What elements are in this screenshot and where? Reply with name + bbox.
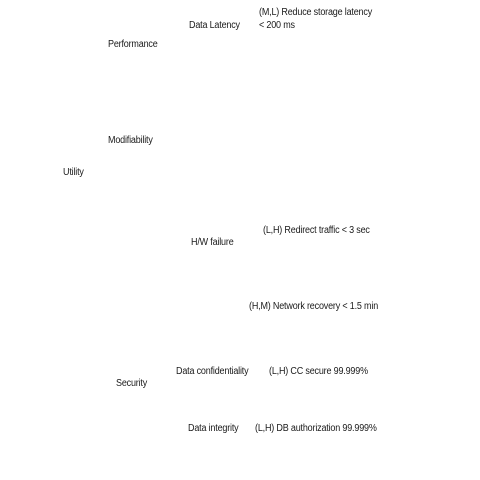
refinement-data-latency: Data Latency [189, 20, 240, 31]
scenario-reduce-storage-latency: (M,L) Reduce storage latency < 200 ms [259, 7, 373, 31]
attribute-security: Security [116, 378, 148, 389]
scenario-network-recovery: (H,M) Network recovery < 1.5 min [249, 301, 379, 312]
root-utility: Utility [63, 167, 84, 178]
attribute-modifiability: Modifiability [108, 135, 153, 146]
refinement-data-confidentiality: Data confidentiality [176, 366, 249, 377]
scenario-redirect-traffic: (L,H) Redirect traffic < 3 sec [263, 225, 370, 236]
scenario-db-authorization: (L,H) DB authorization 99.999% [255, 423, 377, 434]
refinement-hw-failure: H/W failure [191, 237, 234, 248]
refinement-data-integrity: Data integrity [188, 423, 239, 434]
scenario-cc-secure: (L,H) CC secure 99.999% [269, 366, 368, 377]
attribute-performance: Performance [108, 39, 158, 50]
